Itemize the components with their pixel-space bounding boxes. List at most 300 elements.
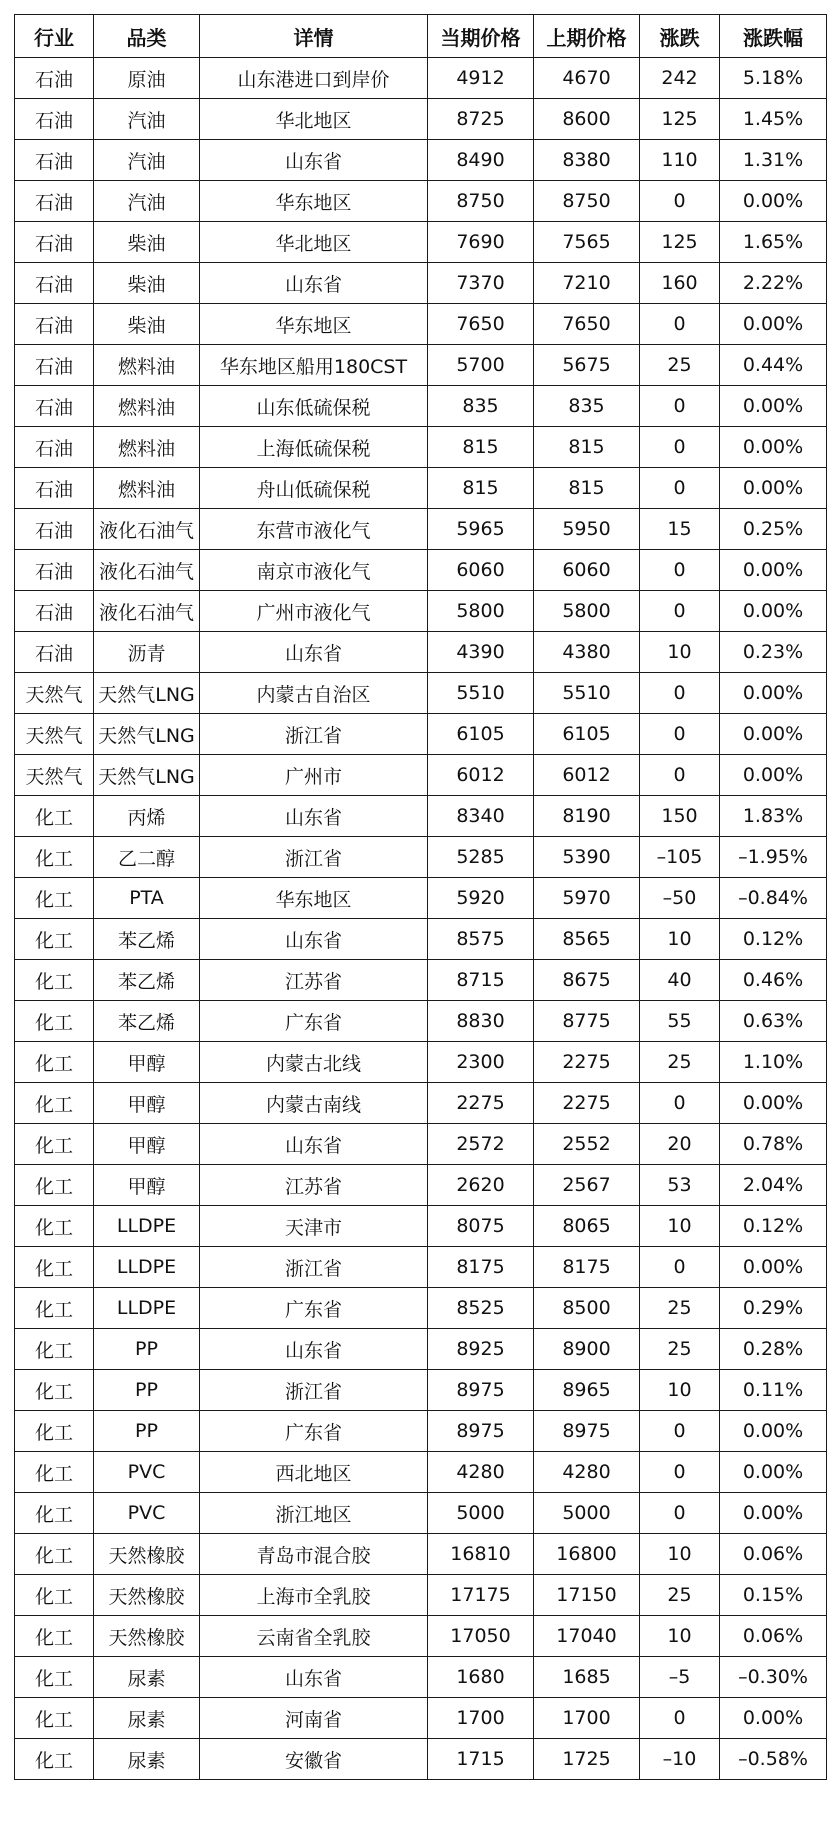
change-percent-cell: 2.22%	[720, 263, 827, 304]
previous-price-cell: 8065	[534, 1206, 640, 1247]
category-cell: 汽油	[94, 99, 200, 140]
change-percent-cell: 0.00%	[720, 181, 827, 222]
table-row	[15, 345, 827, 386]
current-price-cell: 4912	[428, 58, 534, 99]
current-price-cell: 7690	[428, 222, 534, 263]
detail-cell: 浙江地区	[200, 1493, 428, 1534]
change-cell: 125	[640, 99, 720, 140]
table-row	[15, 1370, 827, 1411]
current-price-cell: 8975	[428, 1411, 534, 1452]
change-cell: 125	[640, 222, 720, 263]
change-cell: –105	[640, 837, 720, 878]
category-cell: LLDPE	[94, 1206, 200, 1247]
change-cell: 0	[640, 1247, 720, 1288]
table-row	[15, 1001, 827, 1042]
change-cell: 10	[640, 1616, 720, 1657]
previous-price-cell: 8975	[534, 1411, 640, 1452]
current-price-cell: 2620	[428, 1165, 534, 1206]
current-price-cell: 8575	[428, 919, 534, 960]
table-row	[15, 1411, 827, 1452]
industry-cell: 石油	[15, 468, 94, 509]
change-percent-cell: 0.00%	[720, 1411, 827, 1452]
industry-cell: 化工	[15, 1165, 94, 1206]
category-cell: 汽油	[94, 181, 200, 222]
change-percent-cell: –0.30%	[720, 1657, 827, 1698]
table-row	[15, 222, 827, 263]
detail-cell: 青岛市混合胶	[200, 1534, 428, 1575]
change-cell: 0	[640, 181, 720, 222]
previous-price-cell: 2552	[534, 1124, 640, 1165]
table-row	[15, 1657, 827, 1698]
detail-cell: 内蒙古南线	[200, 1083, 428, 1124]
previous-price-cell: 8380	[534, 140, 640, 181]
change-percent-cell: 0.29%	[720, 1288, 827, 1329]
change-cell: 25	[640, 1329, 720, 1370]
table-row	[15, 509, 827, 550]
table-row	[15, 1493, 827, 1534]
category-cell: 燃料油	[94, 345, 200, 386]
detail-cell: 安徽省	[200, 1739, 428, 1780]
price-table	[14, 14, 827, 1780]
change-cell: 110	[640, 140, 720, 181]
category-cell: PP	[94, 1370, 200, 1411]
change-cell: 0	[640, 755, 720, 796]
table-row	[15, 1083, 827, 1124]
current-price-cell: 5920	[428, 878, 534, 919]
change-cell: 10	[640, 919, 720, 960]
current-price-cell: 5000	[428, 1493, 534, 1534]
current-price-cell: 5700	[428, 345, 534, 386]
change-percent-cell: 0.28%	[720, 1329, 827, 1370]
category-cell: 天然橡胶	[94, 1534, 200, 1575]
industry-cell: 化工	[15, 1534, 94, 1575]
previous-price-cell: 5950	[534, 509, 640, 550]
change-cell: 25	[640, 1288, 720, 1329]
previous-price-cell: 2275	[534, 1042, 640, 1083]
current-price-cell: 17175	[428, 1575, 534, 1616]
change-percent-cell: 0.00%	[720, 386, 827, 427]
table-row	[15, 140, 827, 181]
change-cell: 40	[640, 960, 720, 1001]
header-detail: 详情	[200, 15, 428, 58]
change-percent-cell: 1.45%	[720, 99, 827, 140]
detail-cell: 山东低硫保税	[200, 386, 428, 427]
table-row	[15, 919, 827, 960]
category-cell: 天然气LNG	[94, 714, 200, 755]
change-percent-cell: 0.00%	[720, 591, 827, 632]
change-percent-cell: 0.15%	[720, 1575, 827, 1616]
previous-price-cell: 8965	[534, 1370, 640, 1411]
change-percent-cell: 0.00%	[720, 1247, 827, 1288]
table-row	[15, 1165, 827, 1206]
change-cell: 10	[640, 1534, 720, 1575]
industry-cell: 天然气	[15, 755, 94, 796]
current-price-cell: 6012	[428, 755, 534, 796]
detail-cell: 华东地区船用180CST	[200, 345, 428, 386]
change-cell: 25	[640, 345, 720, 386]
current-price-cell: 6060	[428, 550, 534, 591]
change-cell: 53	[640, 1165, 720, 1206]
previous-price-cell: 5800	[534, 591, 640, 632]
detail-cell: 内蒙古北线	[200, 1042, 428, 1083]
industry-cell: 石油	[15, 99, 94, 140]
industry-cell: 化工	[15, 1411, 94, 1452]
current-price-cell: 835	[428, 386, 534, 427]
change-percent-cell: 1.31%	[720, 140, 827, 181]
previous-price-cell: 4670	[534, 58, 640, 99]
header-category: 品类	[94, 15, 200, 58]
category-cell: 乙二醇	[94, 837, 200, 878]
current-price-cell: 8490	[428, 140, 534, 181]
change-percent-cell: 0.00%	[720, 755, 827, 796]
previous-price-cell: 1700	[534, 1698, 640, 1739]
table-row	[15, 755, 827, 796]
previous-price-cell: 7565	[534, 222, 640, 263]
table-row	[15, 1739, 827, 1780]
change-cell: 242	[640, 58, 720, 99]
change-percent-cell: 0.25%	[720, 509, 827, 550]
industry-cell: 化工	[15, 1247, 94, 1288]
change-cell: 0	[640, 304, 720, 345]
detail-cell: 江苏省	[200, 960, 428, 1001]
detail-cell: 华东地区	[200, 304, 428, 345]
previous-price-cell: 8190	[534, 796, 640, 837]
change-percent-cell: 0.44%	[720, 345, 827, 386]
industry-cell: 化工	[15, 1370, 94, 1411]
detail-cell: 山东省	[200, 1329, 428, 1370]
current-price-cell: 2300	[428, 1042, 534, 1083]
change-cell: 25	[640, 1042, 720, 1083]
change-cell: –50	[640, 878, 720, 919]
change-percent-cell: 0.11%	[720, 1370, 827, 1411]
change-percent-cell: 0.00%	[720, 1452, 827, 1493]
current-price-cell: 8750	[428, 181, 534, 222]
table-row	[15, 468, 827, 509]
industry-cell: 天然气	[15, 714, 94, 755]
table-row	[15, 550, 827, 591]
category-cell: 燃料油	[94, 427, 200, 468]
table-row	[15, 304, 827, 345]
table-row	[15, 1575, 827, 1616]
industry-cell: 化工	[15, 1288, 94, 1329]
category-cell: 沥青	[94, 632, 200, 673]
change-percent-cell: 0.00%	[720, 468, 827, 509]
industry-cell: 化工	[15, 1493, 94, 1534]
detail-cell: 广东省	[200, 1411, 428, 1452]
category-cell: 燃料油	[94, 468, 200, 509]
industry-cell: 化工	[15, 1329, 94, 1370]
category-cell: 柴油	[94, 263, 200, 304]
change-cell: 150	[640, 796, 720, 837]
table-row	[15, 1698, 827, 1739]
table-row	[15, 673, 827, 714]
change-percent-cell: 0.00%	[720, 1698, 827, 1739]
change-percent-cell: 0.78%	[720, 1124, 827, 1165]
change-cell: 25	[640, 1575, 720, 1616]
previous-price-cell: 5675	[534, 345, 640, 386]
category-cell: 苯乙烯	[94, 960, 200, 1001]
detail-cell: 华东地区	[200, 181, 428, 222]
detail-cell: 浙江省	[200, 837, 428, 878]
previous-price-cell: 17040	[534, 1616, 640, 1657]
change-cell: 10	[640, 1370, 720, 1411]
table-row	[15, 878, 827, 919]
table-row	[15, 960, 827, 1001]
current-price-cell: 7370	[428, 263, 534, 304]
change-percent-cell: –0.84%	[720, 878, 827, 919]
change-percent-cell: 0.06%	[720, 1534, 827, 1575]
detail-cell: 河南省	[200, 1698, 428, 1739]
change-cell: 0	[640, 1698, 720, 1739]
detail-cell: 华东地区	[200, 878, 428, 919]
detail-cell: 西北地区	[200, 1452, 428, 1493]
change-cell: –10	[640, 1739, 720, 1780]
industry-cell: 石油	[15, 181, 94, 222]
category-cell: 液化石油气	[94, 509, 200, 550]
detail-cell: 广州市液化气	[200, 591, 428, 632]
previous-price-cell: 5000	[534, 1493, 640, 1534]
category-cell: 甲醇	[94, 1083, 200, 1124]
previous-price-cell: 6060	[534, 550, 640, 591]
previous-price-cell: 7650	[534, 304, 640, 345]
change-percent-cell: 0.06%	[720, 1616, 827, 1657]
table-row	[15, 1452, 827, 1493]
current-price-cell: 6105	[428, 714, 534, 755]
current-price-cell: 8175	[428, 1247, 534, 1288]
industry-cell: 化工	[15, 1042, 94, 1083]
change-percent-cell: 0.00%	[720, 427, 827, 468]
change-cell: 0	[640, 468, 720, 509]
previous-price-cell: 2567	[534, 1165, 640, 1206]
change-cell: 0	[640, 673, 720, 714]
current-price-cell: 5285	[428, 837, 534, 878]
category-cell: LLDPE	[94, 1288, 200, 1329]
industry-cell: 石油	[15, 550, 94, 591]
change-percent-cell: 0.00%	[720, 1493, 827, 1534]
change-percent-cell: 0.46%	[720, 960, 827, 1001]
detail-cell: 山东省	[200, 263, 428, 304]
category-cell: PP	[94, 1411, 200, 1452]
detail-cell: 华北地区	[200, 222, 428, 263]
detail-cell: 山东省	[200, 632, 428, 673]
category-cell: 天然气LNG	[94, 673, 200, 714]
detail-cell: 山东港进口到岸价	[200, 58, 428, 99]
change-percent-cell: 1.65%	[720, 222, 827, 263]
detail-cell: 山东省	[200, 140, 428, 181]
change-cell: 0	[640, 591, 720, 632]
change-cell: 0	[640, 714, 720, 755]
change-percent-cell: 0.00%	[720, 550, 827, 591]
previous-price-cell: 815	[534, 427, 640, 468]
industry-cell: 石油	[15, 632, 94, 673]
previous-price-cell: 8600	[534, 99, 640, 140]
previous-price-cell: 8175	[534, 1247, 640, 1288]
previous-price-cell: 16800	[534, 1534, 640, 1575]
industry-cell: 石油	[15, 304, 94, 345]
industry-cell: 化工	[15, 1575, 94, 1616]
industry-cell: 化工	[15, 1452, 94, 1493]
change-percent-cell: 5.18%	[720, 58, 827, 99]
table-row	[15, 263, 827, 304]
category-cell: PVC	[94, 1452, 200, 1493]
current-price-cell: 1700	[428, 1698, 534, 1739]
detail-cell: 山东省	[200, 919, 428, 960]
change-cell: 10	[640, 1206, 720, 1247]
industry-cell: 石油	[15, 263, 94, 304]
current-price-cell: 7650	[428, 304, 534, 345]
change-cell: 55	[640, 1001, 720, 1042]
change-percent-cell: 0.00%	[720, 714, 827, 755]
category-cell: PVC	[94, 1493, 200, 1534]
category-cell: PTA	[94, 878, 200, 919]
category-cell: PP	[94, 1329, 200, 1370]
previous-price-cell: 815	[534, 468, 640, 509]
detail-cell: 舟山低硫保税	[200, 468, 428, 509]
category-cell: 尿素	[94, 1698, 200, 1739]
industry-cell: 化工	[15, 878, 94, 919]
current-price-cell: 2275	[428, 1083, 534, 1124]
header-current-price: 当期价格	[428, 15, 534, 58]
detail-cell: 广东省	[200, 1288, 428, 1329]
detail-cell: 浙江省	[200, 1370, 428, 1411]
industry-cell: 石油	[15, 345, 94, 386]
change-percent-cell: 0.00%	[720, 1083, 827, 1124]
category-cell: 尿素	[94, 1739, 200, 1780]
table-row	[15, 181, 827, 222]
change-cell: 10	[640, 632, 720, 673]
previous-price-cell: 5510	[534, 673, 640, 714]
industry-cell: 化工	[15, 1206, 94, 1247]
header-row	[15, 15, 827, 58]
category-cell: 液化石油气	[94, 591, 200, 632]
change-cell: 0	[640, 1411, 720, 1452]
change-percent-cell: 0.23%	[720, 632, 827, 673]
previous-price-cell: 4380	[534, 632, 640, 673]
change-percent-cell: 0.00%	[720, 673, 827, 714]
detail-cell: 上海低硫保税	[200, 427, 428, 468]
header-industry: 行业	[15, 15, 94, 58]
industry-cell: 化工	[15, 1001, 94, 1042]
industry-cell: 石油	[15, 427, 94, 468]
change-cell: 20	[640, 1124, 720, 1165]
current-price-cell: 8525	[428, 1288, 534, 1329]
previous-price-cell: 4280	[534, 1452, 640, 1493]
detail-cell: 浙江省	[200, 714, 428, 755]
category-cell: 苯乙烯	[94, 919, 200, 960]
current-price-cell: 815	[428, 427, 534, 468]
table-row	[15, 591, 827, 632]
change-percent-cell: –0.58%	[720, 1739, 827, 1780]
change-cell: 0	[640, 1083, 720, 1124]
current-price-cell: 5800	[428, 591, 534, 632]
industry-cell: 化工	[15, 1739, 94, 1780]
table-row	[15, 1042, 827, 1083]
current-price-cell: 8715	[428, 960, 534, 1001]
change-percent-cell: 0.12%	[720, 1206, 827, 1247]
industry-cell: 石油	[15, 509, 94, 550]
previous-price-cell: 5970	[534, 878, 640, 919]
current-price-cell: 16810	[428, 1534, 534, 1575]
change-cell: 0	[640, 427, 720, 468]
previous-price-cell: 1725	[534, 1739, 640, 1780]
table-row	[15, 1124, 827, 1165]
table-row	[15, 1616, 827, 1657]
change-percent-cell: 0.12%	[720, 919, 827, 960]
change-percent-cell: 0.00%	[720, 304, 827, 345]
change-cell: 160	[640, 263, 720, 304]
table-row	[15, 1329, 827, 1370]
current-price-cell: 8725	[428, 99, 534, 140]
table-row	[15, 632, 827, 673]
category-cell: 液化石油气	[94, 550, 200, 591]
change-cell: 0	[640, 1452, 720, 1493]
previous-price-cell: 8750	[534, 181, 640, 222]
previous-price-cell: 8500	[534, 1288, 640, 1329]
change-percent-cell: 0.63%	[720, 1001, 827, 1042]
previous-price-cell: 835	[534, 386, 640, 427]
industry-cell: 石油	[15, 140, 94, 181]
industry-cell: 石油	[15, 222, 94, 263]
category-cell: 汽油	[94, 140, 200, 181]
table-row	[15, 714, 827, 755]
change-cell: 15	[640, 509, 720, 550]
category-cell: 苯乙烯	[94, 1001, 200, 1042]
industry-cell: 化工	[15, 1657, 94, 1698]
current-price-cell: 1715	[428, 1739, 534, 1780]
table-row	[15, 1206, 827, 1247]
current-price-cell: 8975	[428, 1370, 534, 1411]
category-cell: 甲醇	[94, 1165, 200, 1206]
current-price-cell: 8340	[428, 796, 534, 837]
current-price-cell: 5510	[428, 673, 534, 714]
change-percent-cell: 1.10%	[720, 1042, 827, 1083]
detail-cell: 华北地区	[200, 99, 428, 140]
header-change-percent: 涨跌幅	[720, 15, 827, 58]
industry-cell: 化工	[15, 837, 94, 878]
detail-cell: 上海市全乳胶	[200, 1575, 428, 1616]
detail-cell: 山东省	[200, 796, 428, 837]
change-cell: –5	[640, 1657, 720, 1698]
previous-price-cell: 8565	[534, 919, 640, 960]
category-cell: 天然橡胶	[94, 1575, 200, 1616]
table-header	[15, 15, 827, 58]
previous-price-cell: 8900	[534, 1329, 640, 1370]
category-cell: 丙烯	[94, 796, 200, 837]
previous-price-cell: 7210	[534, 263, 640, 304]
change-cell: 0	[640, 550, 720, 591]
current-price-cell: 8075	[428, 1206, 534, 1247]
category-cell: 原油	[94, 58, 200, 99]
previous-price-cell: 6012	[534, 755, 640, 796]
previous-price-cell: 8775	[534, 1001, 640, 1042]
category-cell: 天然橡胶	[94, 1616, 200, 1657]
table-row	[15, 386, 827, 427]
category-cell: 柴油	[94, 304, 200, 345]
category-cell: 甲醇	[94, 1042, 200, 1083]
industry-cell: 石油	[15, 591, 94, 632]
current-price-cell: 17050	[428, 1616, 534, 1657]
industry-cell: 化工	[15, 1698, 94, 1739]
previous-price-cell: 5390	[534, 837, 640, 878]
category-cell: 燃料油	[94, 386, 200, 427]
table-row	[15, 1288, 827, 1329]
industry-cell: 化工	[15, 919, 94, 960]
previous-price-cell: 17150	[534, 1575, 640, 1616]
change-percent-cell: –1.95%	[720, 837, 827, 878]
category-cell: 柴油	[94, 222, 200, 263]
detail-cell: 山东省	[200, 1124, 428, 1165]
current-price-cell: 5965	[428, 509, 534, 550]
